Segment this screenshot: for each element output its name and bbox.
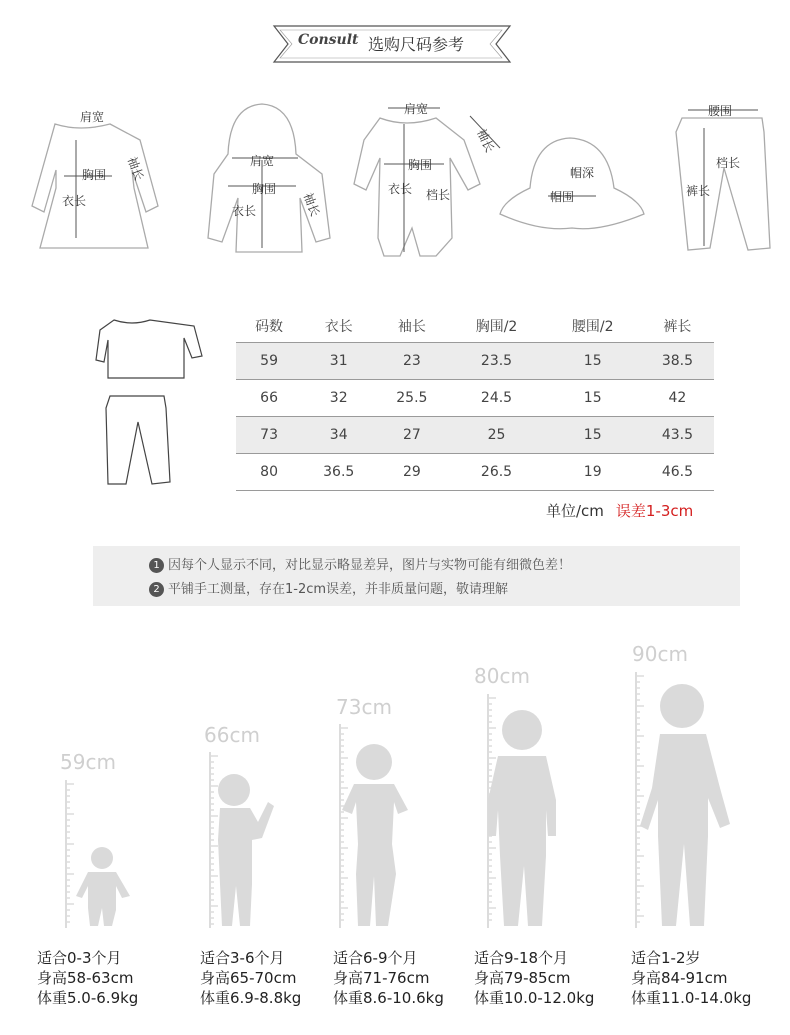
- body-height: 身高84-91cm: [631, 969, 728, 987]
- body-height: 身高58-63cm: [37, 969, 134, 987]
- age-range: 适合3-6个月: [200, 949, 285, 967]
- table-cell: 23: [375, 343, 448, 380]
- table-header-cell: 袖长: [397, 319, 426, 335]
- height-label: 59cm: [60, 750, 116, 774]
- hoodie-sleeve-label: 袖长: [300, 190, 323, 219]
- table-cell: 43.5: [641, 417, 714, 454]
- outfit-set-icon: [92, 312, 212, 492]
- hoodie-chest-label: 胸围: [252, 182, 277, 196]
- table-row: [236, 343, 714, 380]
- size-table: [236, 310, 714, 491]
- romper-shoulder-label: 肩宽: [404, 102, 429, 116]
- table-header-cell: 码数: [255, 319, 284, 335]
- child-silhouette-4: [640, 684, 730, 926]
- hat-icon: [500, 138, 644, 229]
- table-header-row: [236, 310, 714, 343]
- table-cell: 24.5: [448, 380, 544, 417]
- table-cell: 32: [302, 380, 375, 417]
- table-cell: 66: [236, 380, 302, 417]
- body-height: 身高65-70cm: [200, 969, 297, 987]
- note-item: [149, 554, 571, 573]
- hat-depth-label: 帽深: [570, 166, 595, 180]
- table-header-cell: 腰围/2: [571, 319, 614, 335]
- child-silhouette-2: [342, 744, 408, 926]
- note-text: 平铺手工测量，存在1-2cm误差，并非质量问题，敬请理解: [168, 582, 509, 597]
- hat-circ-label: 帽围: [550, 190, 575, 204]
- size-info-4: [631, 948, 751, 1008]
- garment-diagrams: [0, 88, 790, 268]
- note-number: 2: [149, 582, 164, 597]
- height-label: 90cm: [632, 642, 688, 666]
- age-range: 适合1-2岁: [631, 949, 701, 967]
- note-item: [149, 578, 508, 597]
- size-info-3: [474, 948, 594, 1008]
- table-cell: 25.5: [375, 380, 448, 417]
- height-label: 66cm: [204, 723, 260, 747]
- body-height: 身高71-76cm: [333, 969, 430, 987]
- table-cell: 34: [302, 417, 375, 454]
- page-title: 选购尺码参考: [368, 35, 465, 54]
- table-cell: 46.5: [641, 454, 714, 491]
- table-cell: 15: [545, 417, 641, 454]
- hoodie-icon: [208, 104, 330, 252]
- table-cell: 31: [302, 343, 375, 380]
- table-cell: 27: [375, 417, 448, 454]
- romper-crotch-label: 档长: [426, 188, 451, 202]
- table-row: [236, 417, 714, 454]
- table-row: [236, 454, 714, 491]
- body-height: 身高79-85cm: [474, 969, 571, 987]
- dress-shoulder-label: 肩宽: [80, 110, 105, 124]
- size-info-1: [200, 948, 301, 1008]
- dress-chest-label: 胸围: [82, 168, 107, 182]
- body-weight: 体重6.9-8.8kg: [200, 989, 302, 1007]
- body-weight: 体重11.0-14.0kg: [631, 989, 752, 1007]
- height-chart: [0, 660, 790, 940]
- child-silhouette-3: [488, 710, 556, 926]
- dress-length-label: 衣长: [62, 194, 87, 208]
- table-header-cell: 裤长: [663, 319, 692, 335]
- brand-text: Consult: [298, 32, 359, 48]
- hoodie-shoulder-label: 肩宽: [250, 154, 275, 168]
- age-range: 适合9-18个月: [474, 949, 569, 967]
- unit-label: 单位/cm: [546, 502, 604, 520]
- table-cell: 23.5: [448, 343, 544, 380]
- age-range: 适合0-3个月: [37, 949, 122, 967]
- table-cell: 19: [545, 454, 641, 491]
- table-header-cell: 衣长: [324, 319, 353, 335]
- table-cell: 59: [236, 343, 302, 380]
- table-cell: 15: [545, 380, 641, 417]
- size-info-2: [333, 948, 444, 1008]
- header-banner: [270, 24, 520, 64]
- body-weight: 体重5.0-6.9kg: [37, 989, 139, 1007]
- romper-icon: [354, 118, 480, 256]
- pants-crotch-label: 档长: [716, 156, 741, 170]
- notes-box: [93, 546, 740, 606]
- height-label: 73cm: [336, 695, 392, 719]
- unit-line: [546, 500, 693, 521]
- table-cell: 42: [641, 380, 714, 417]
- table-row: [236, 380, 714, 417]
- child-silhouette-0: [76, 847, 130, 926]
- body-weight: 体重8.6-10.6kg: [333, 989, 444, 1007]
- table-cell: 29: [375, 454, 448, 491]
- romper-length-label: 衣长: [388, 182, 413, 196]
- table-cell: 15: [545, 343, 641, 380]
- note-number: 1: [149, 558, 164, 573]
- pants-waist-label: 腰围: [708, 104, 733, 118]
- pants-length-label: 裤长: [686, 184, 711, 198]
- child-silhouette-1: [218, 774, 274, 926]
- table-header-cell: 胸围/2: [475, 319, 518, 335]
- table-cell: 73: [236, 417, 302, 454]
- error-note: 误差1-3cm: [615, 502, 694, 520]
- dress-icon: [32, 124, 158, 248]
- age-range: 适合6-9个月: [333, 949, 418, 967]
- romper-chest-label: 胸围: [408, 158, 433, 172]
- table-cell: 25: [448, 417, 544, 454]
- romper-sleeve-label: 袖长: [474, 126, 497, 155]
- height-label: 80cm: [474, 664, 530, 688]
- table-cell: 36.5: [302, 454, 375, 491]
- size-info-0: [37, 948, 138, 1008]
- table-cell: 26.5: [448, 454, 544, 491]
- table-cell: 80: [236, 454, 302, 491]
- note-text: 因每个人显示不同，对比显示略显差异，图片与实物可能有细微色差！: [168, 558, 572, 573]
- body-weight: 体重10.0-12.0kg: [474, 989, 595, 1007]
- hoodie-length-label: 衣长: [232, 204, 257, 218]
- dress-sleeve-label: 袖长: [124, 154, 147, 183]
- table-cell: 38.5: [641, 343, 714, 380]
